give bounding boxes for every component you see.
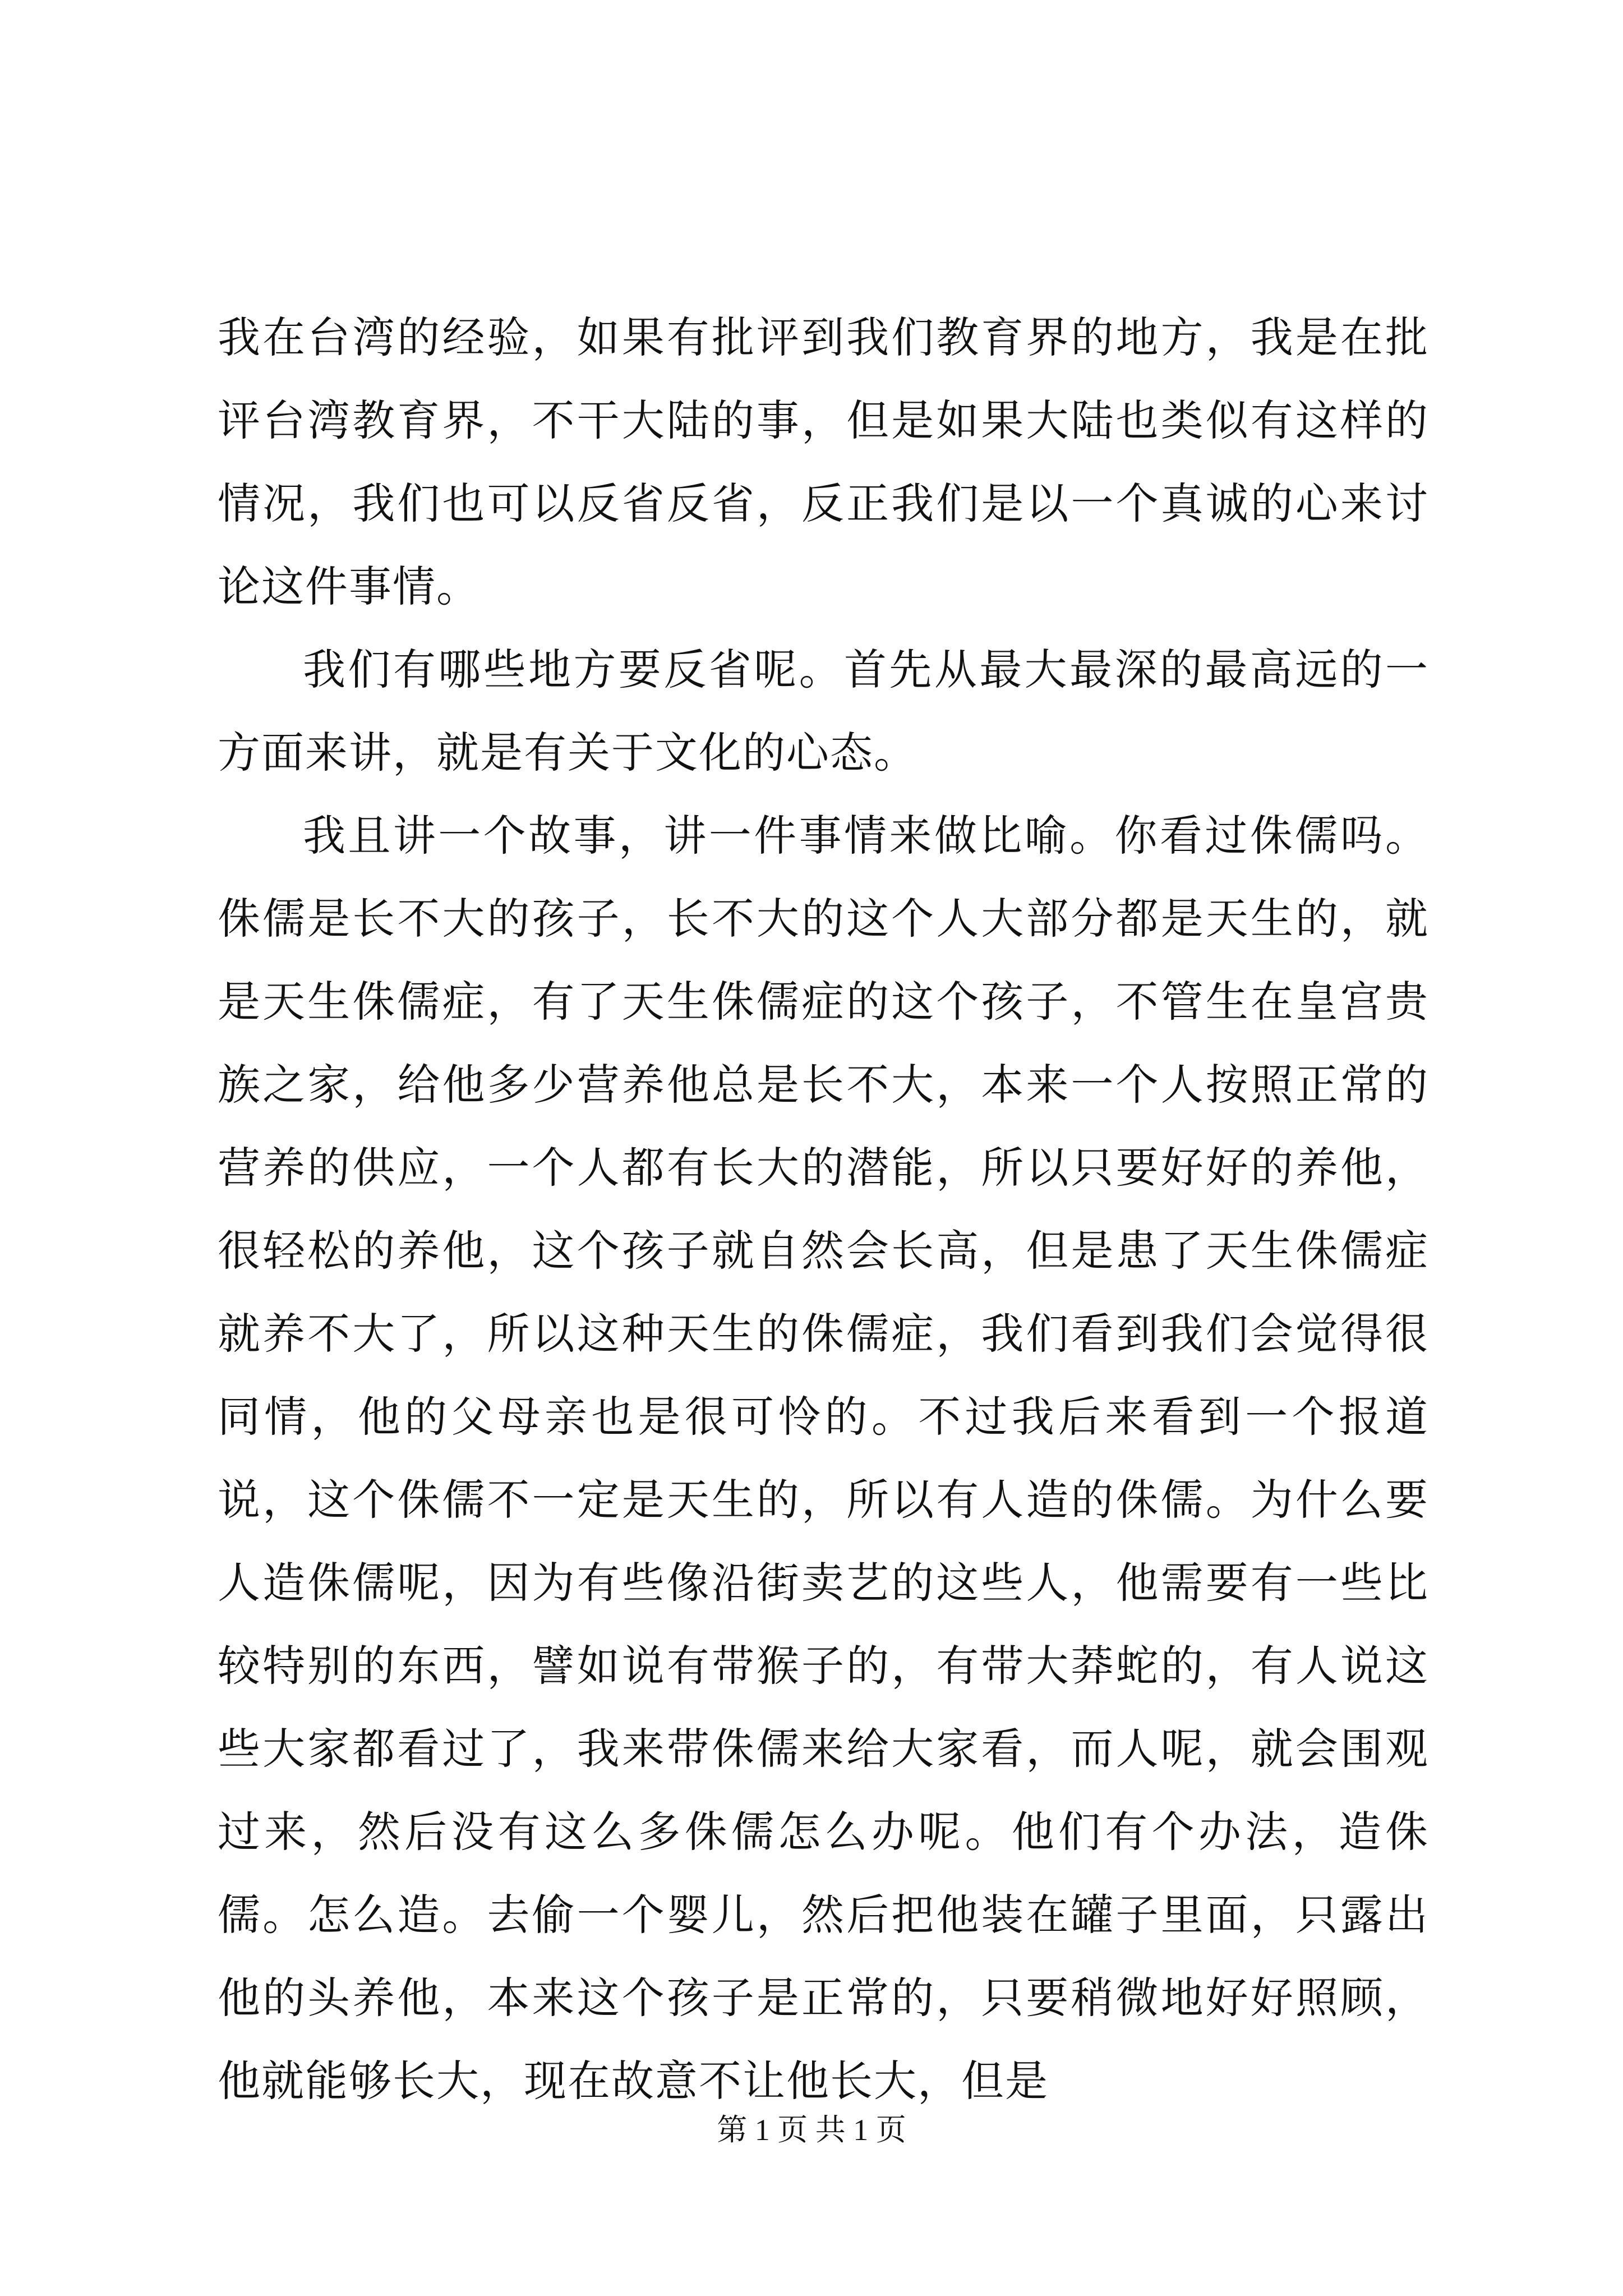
document-body bbox=[218, 296, 1429, 2123]
paragraph-1: 我在台湾的经验，如果有批评到我们教育界的地方，我是在批评台湾教育界，不干大陆的事，但是如果大陆也类似有这样的情况，我们也可以反省反省，反正我们是以一个真诚的心来讨论这件事情。 bbox=[218, 312, 1429, 611]
page-footer bbox=[0, 2110, 1623, 2150]
paragraph-3: 我且讲一个故事，讲一件事情来做比喻。你看过侏儒吗。侏儒是长不大的孩子，长不大的这个人大部分都是天生的，就是天生侏儒症，有了天生侏儒症的这个孩子，不管生在皇宫贵族之家，给他多少营养他总是长不大，本来一个人按照正常的营养的供应，一个人都有长大的潜能，所以只要好好的养他，很轻松的养他，这个孩子就自然会长高，但是患了天生侏儒症就养不大了，所以这种天生的侏儒症，我们看到我们会觉得很同情，他的父母亲也是很可怜的。不过我后来看到一个报道说，这个侏儒不一定是天生的，所以有人造的侏儒。为什么要人造侏儒呢，因为有些像沿街卖艺的这些人，他需要有一些比较特别的东西，譬如说有带猴子的，有带大莽蛇的，有人说这些大家都看过了，我来带侏儒来给大家看，而人呢，就会围观过来，然后没有这么多侏儒怎么办呢。他们有个办法，造侏儒。怎么造。去偷一个婴儿，然后把他装在罐子里面，只露出他的头养他，本来这个孩子是正常的，只要稍微地好好照顾，他就能够长大，现在故意不让他长大，但是 bbox=[218, 811, 1429, 2106]
page-number-label: 第 1 页 共 1 页 bbox=[717, 2113, 906, 2147]
paragraph-2: 我们有哪些地方要反省呢。首先从最大最深的最高远的一方面来讲，就是有关于文化的心态。 bbox=[218, 645, 1429, 777]
